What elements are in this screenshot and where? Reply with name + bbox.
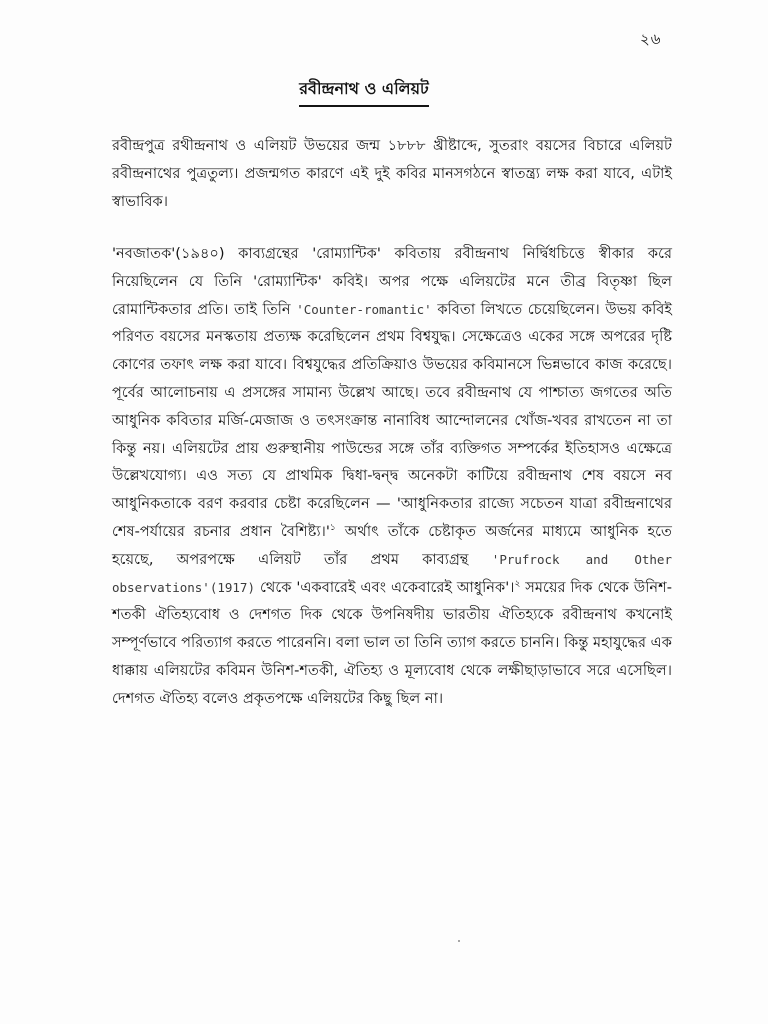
prufrock-title: 'Prufrock and Other observations'(1917) — [112, 551, 672, 595]
counter-romantic-quote: 'Counter-romantic' — [296, 301, 432, 317]
paragraph-2-part-5: সময়ের দিক থেকে উনিশ-শতকী ঐতিহ্যবোধ ও দেশগত দিক থেকে উপনিষদীয় ভারতীয় ঐতিহ্যকে রবীন্দ্রনাথ কখনোই সম্পূর্ণভাবে পরিত্যাগ করতে পারেননি। বলা ভাল তা তিনি ত্যাগ করতে চাননি। কিন্তু মহাযুদ্ধের এক ধাক্কায় এলিয়টের কবিমন উনিশ-শতকী, ঐতিহ্য ও মূল্যবোধ থেকে লক্ষীছাড়াভাবে সরে এসেছিল। দেশগত ঐতিহ্য বলেও প্রকৃতপক্ষে এলিয়টের কিছু ছিল না। — [112, 578, 673, 707]
page-number: ২৬ — [640, 30, 662, 48]
paragraph-2 — [112, 240, 672, 713]
title-text: রবীন্দ্রনাথ ও এলিয়ট — [299, 76, 429, 107]
paragraph-2-part-3: অর্থাৎ তাঁকে চেষ্টাকৃত অর্জনের মাধ্যমে আধুনিক হতে হয়েছে, অপরপক্ষে এলিয়ট তাঁর প্রথম কাব্যগ্রন্থ — [112, 522, 673, 568]
footnote-marker-2: ২ — [514, 578, 521, 589]
paragraph-1: রবীন্দ্রপুত্র রথীন্দ্রনাথ ও এলিয়ট উভয়ের জন্ম ১৮৮৮ খ্রীষ্টাব্দে, সুতরাং বয়সের বিচারে এলিয়ট রবীন্দ্রনাথের পুত্রতুল্য। প্রজন্মগত কারণে এই দুই কবির মানসগঠনে স্বাতন্ত্র্য লক্ষ করা যাবে, এটাই স্বাভাবিক। — [112, 137, 672, 210]
page-title — [0, 76, 768, 107]
scan-speck — [458, 940, 460, 942]
paragraph-2-part-1: 'নবজাতক'(১৯৪০) কাব্যগ্রন্থের 'রোম্যান্টিক' কবিতায় রবীন্দ্রনাথ নির্দ্বিধচিত্তে স্বীকার করে নিয়েছিলেন যে তিনি 'রোম্যান্টিক' কবিই। অপর পক্ষে এলিয়টের মনে তীব্র বিতৃষ্ণা ছিল রোমান্টিকতার প্রতি। তাই তিনি — [112, 245, 672, 318]
footnote-marker-1: ১ — [329, 523, 336, 534]
paragraph-2-part-2: কবিতা লিখতে চেয়েছিলেন। উভয় কবিই পরিণত বয়সের মনস্কতায় প্রত্যক্ষ করেছিলেন প্রথম বিশ্বযুদ্ধ। সেক্ষেত্রেও একের সঙ্গে অপরের দৃষ্টি কোণের তফাৎ লক্ষ করা যাবে। বিশ্বযুদ্ধের প্রতিক্রিয়াও উভয়ের কবিমানসে ভিন্নভাবে কাজ করেছে। পূর্বের আলোচনায় এ প্রসঙ্গের সামান্য উল্লেখ আছে। তবে রবীন্দ্রনাথ যে পাশ্চাত্য জগতের অতি আধুনিক কবিতার মর্জি-মেজাজ ও তৎসংক্রান্ত নানাবিধ আন্দোলনের খোঁজ-খবর রাখতেন না তা কিন্তু নয়। এলিয়টের প্রায় গুরুস্থানীয় পাউন্ডের সঙ্গে তাঁর ব্যক্তিগত সম্পর্কের ইতিহাসও এক্ষেত্রে উল্লেখযোগ্য। এও সত্য যে প্রাথমিক দ্বিধা-দ্বন্দ্ব অনেকটা কাটিয়ে রবীন্দ্রনাথ শেষ বয়সে নব আধুনিকতাকে বরণ করবার চেষ্টা করেছিলেন — 'আধুনিকতার রাজ্যে সচেতন যাত্রা রবীন্দ্রনাথের শেষ-পর্যায়ের রচনার প্রধান বৈশিষ্ট্য।' — [112, 300, 672, 540]
paragraph-2-part-4: থেকে 'একবারেই এবং একেবারেই আধুনিক'। — [259, 578, 515, 596]
